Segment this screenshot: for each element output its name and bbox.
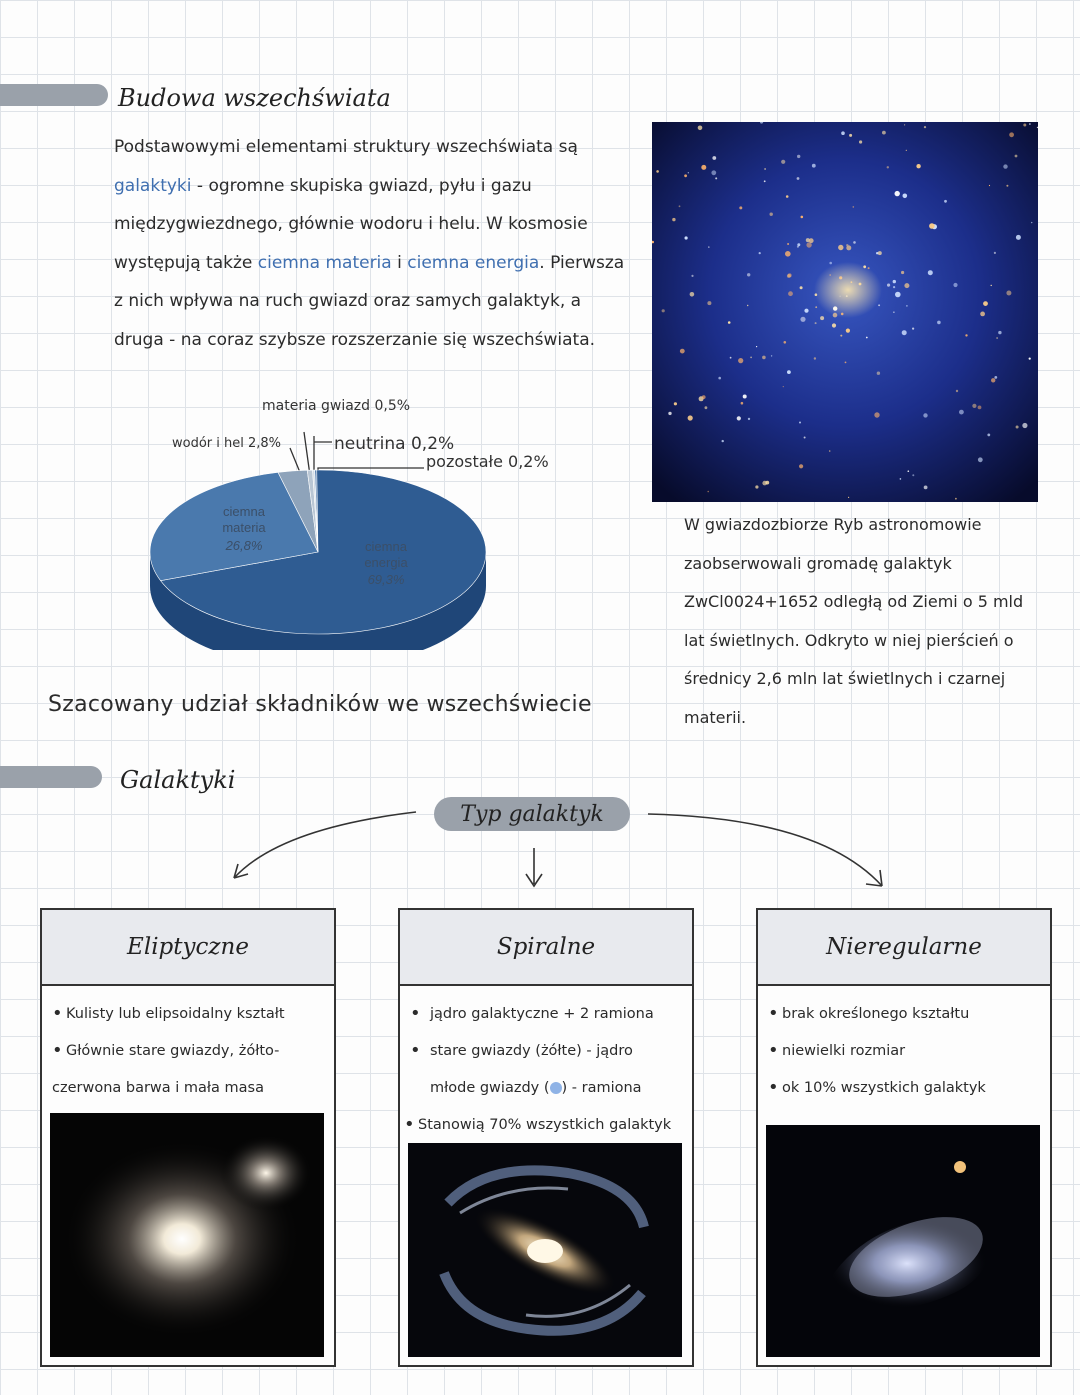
star	[738, 358, 743, 363]
arrow-down	[526, 848, 542, 886]
section-tab	[0, 84, 108, 106]
star	[741, 402, 744, 405]
star	[893, 312, 894, 313]
star	[904, 283, 909, 288]
list-item: • brak określonego kształtu	[768, 1002, 1044, 1039]
star	[781, 160, 785, 164]
star	[912, 474, 914, 476]
star	[1015, 155, 1018, 158]
star	[788, 291, 793, 296]
highlight-dark-energy: ciemna energia	[407, 252, 540, 273]
list-item: • Głównie stare gwiazdy, żółto-	[52, 1039, 328, 1076]
star	[1029, 358, 1031, 360]
star	[702, 395, 706, 399]
star	[707, 491, 709, 493]
pie-value-dark-energy: 69,3%	[367, 572, 405, 587]
star	[924, 126, 926, 128]
star	[1009, 132, 1014, 137]
card-list	[52, 1002, 328, 1113]
card-title: Spiralne	[400, 910, 692, 986]
star	[800, 286, 803, 289]
star	[1006, 291, 1011, 296]
star	[928, 270, 933, 275]
section-title: Galaktyki	[120, 766, 236, 794]
star	[1003, 164, 1007, 168]
pie-label-dark-energy: ciemna	[365, 539, 407, 554]
list-item: • stare gwiazdy (żółte) - jądro	[410, 1039, 686, 1076]
intro-paragraph	[114, 128, 634, 359]
star	[882, 131, 886, 135]
star	[902, 330, 907, 335]
star	[764, 168, 766, 170]
star	[832, 323, 836, 327]
intro-text-part: - ogromne skupiska gwiazd, pyłu i gazu międzygwiezdnego, głównie wodoru i helu. W kosmosie występują także	[114, 175, 588, 273]
star	[887, 284, 890, 287]
star	[956, 390, 958, 392]
star	[853, 206, 855, 208]
star	[996, 337, 998, 339]
label-other: pozostałe 0,2%	[426, 452, 549, 471]
star	[846, 244, 848, 246]
card-title: Nieregularne	[758, 910, 1050, 986]
star	[688, 172, 689, 173]
star	[815, 306, 817, 308]
label-stars: materia gwiazd 0,5%	[262, 398, 411, 414]
star	[797, 246, 799, 248]
pie-slices	[150, 470, 486, 650]
star	[800, 317, 805, 322]
star	[929, 223, 935, 229]
star	[771, 355, 772, 356]
star	[707, 301, 711, 305]
star	[991, 285, 992, 286]
star	[829, 450, 831, 452]
star	[998, 331, 1001, 334]
star	[812, 164, 816, 168]
star	[801, 216, 804, 219]
star	[916, 164, 920, 168]
pie-value-dark-matter: 26,8%	[225, 538, 263, 553]
star	[994, 252, 996, 254]
highlight-galaxies: galaktyki	[114, 175, 192, 196]
star	[859, 140, 862, 143]
arrow-left	[234, 812, 416, 878]
star	[820, 316, 824, 320]
star	[806, 242, 811, 247]
star	[784, 341, 787, 344]
star	[688, 415, 693, 420]
star	[680, 349, 685, 354]
star	[804, 309, 808, 313]
star	[906, 150, 907, 151]
star	[923, 413, 927, 417]
star	[690, 292, 695, 297]
star	[747, 273, 750, 276]
star	[797, 155, 800, 158]
list-item: • Kulisty lub elipsoidalny kształt	[52, 1002, 328, 1039]
star	[853, 241, 856, 244]
star	[991, 378, 995, 382]
star	[783, 386, 784, 387]
list-item: • Stanowią 70% wszystkich galaktyk	[404, 1113, 680, 1150]
card-elliptical	[40, 908, 336, 1367]
star	[1031, 222, 1032, 223]
card-title: Eliptyczne	[42, 910, 334, 986]
blue-star-icon	[550, 1082, 562, 1094]
irregular-galaxy-image	[766, 1125, 1040, 1357]
star	[722, 440, 724, 442]
star	[1006, 185, 1008, 187]
list-item	[410, 1076, 686, 1113]
star	[965, 334, 967, 336]
star	[1029, 123, 1031, 125]
chart-caption: Szacowany udział składników we wszechświecie	[48, 692, 592, 717]
star	[691, 275, 693, 277]
star	[679, 205, 681, 207]
card-list	[410, 1002, 686, 1150]
star	[903, 194, 908, 199]
star	[762, 356, 766, 360]
list-item: • ok 10% wszystkich galaktyk	[768, 1076, 1044, 1113]
card-irregular	[756, 908, 1052, 1367]
star	[674, 402, 677, 405]
star	[748, 418, 750, 420]
star	[904, 124, 905, 125]
star	[797, 177, 800, 180]
intro-text-part: Podstawowymi elementami struktury wszechświata są	[114, 137, 578, 157]
section-title: Budowa wszechświata	[118, 84, 391, 112]
star	[887, 166, 889, 168]
star	[980, 312, 985, 317]
star	[770, 213, 773, 216]
star	[815, 322, 817, 324]
star	[972, 404, 976, 408]
arrows	[220, 800, 900, 900]
card-list	[768, 1002, 1044, 1113]
star	[715, 177, 717, 179]
pie-label-dark-matter: materia	[222, 520, 266, 535]
list-item-text: młode gwiazdy (	[430, 1080, 550, 1096]
highlight-dark-matter: ciemna materia	[257, 252, 392, 273]
label-neutrinos: neutrina 0,2%	[334, 434, 455, 454]
star	[672, 218, 675, 221]
star	[750, 357, 752, 359]
arrow-right	[648, 814, 882, 886]
star	[711, 170, 716, 175]
star	[764, 180, 766, 182]
star	[989, 185, 990, 186]
star	[978, 457, 983, 462]
list-item-text: ) - ramiona	[561, 1080, 642, 1096]
star	[1016, 426, 1019, 429]
star	[900, 478, 902, 480]
star	[846, 329, 850, 333]
star	[944, 200, 947, 203]
star	[901, 271, 904, 274]
star	[1022, 423, 1027, 428]
pie-label-dark-matter: ciemna	[223, 504, 265, 519]
star	[848, 497, 849, 498]
elliptical-galaxy-image	[50, 1113, 324, 1357]
galaxy-cluster-image	[652, 122, 1038, 502]
star	[668, 412, 671, 415]
star	[759, 252, 761, 254]
star	[787, 243, 789, 245]
star	[1023, 124, 1026, 127]
intro-text-part: i	[397, 252, 402, 273]
pie-chart	[140, 380, 500, 650]
star	[656, 170, 659, 173]
star	[701, 165, 706, 170]
star	[878, 304, 880, 306]
star	[799, 464, 803, 468]
star	[685, 236, 688, 239]
star	[912, 328, 914, 330]
star	[893, 280, 896, 283]
star	[730, 357, 732, 359]
star	[728, 321, 731, 324]
star	[953, 283, 957, 287]
star	[895, 191, 900, 196]
star	[874, 412, 879, 417]
label-hydrogen: wodór i hel 2,8%	[172, 436, 282, 451]
star	[959, 410, 964, 415]
star	[684, 174, 687, 177]
star	[845, 362, 847, 364]
star	[799, 422, 801, 424]
star	[978, 406, 982, 410]
star	[849, 134, 852, 137]
star	[804, 437, 806, 439]
star	[829, 262, 832, 265]
galaxy-types-label: Typ galaktyk	[434, 797, 630, 831]
star	[756, 346, 757, 347]
star	[840, 335, 842, 337]
star	[906, 305, 908, 307]
intro-text-part: .	[539, 252, 545, 273]
star	[1016, 235, 1021, 240]
cluster-description: W gwiazdozbiorze Ryb astronomowie zaobserwowali gromadę galaktyk ZwCl0024+1652 odległą od Ziemi o 5 mld lat świetlnych. Odkryto w niej pierścień o średnicy 2,6 mln lat świetlnych i czarnej materii.	[684, 515, 1024, 727]
star	[788, 273, 792, 277]
star	[755, 485, 758, 488]
star	[708, 246, 710, 248]
intro-text-part: Pierwsza z nich wpływa na ruch gwiazd oraz samych galaktyk, a druga - na coraz szybsze rozszerzanie się wszechświata.	[114, 252, 625, 350]
star	[908, 470, 910, 472]
star	[705, 406, 708, 409]
list-item: • jądro galaktyczne + 2 ramiona	[410, 1002, 686, 1039]
star	[814, 357, 816, 359]
star	[841, 131, 845, 135]
list-item: czerwona barwa i mała masa	[52, 1080, 264, 1096]
star	[739, 206, 742, 209]
star	[787, 370, 791, 374]
star	[893, 286, 895, 288]
pie-label-dark-energy: energia	[364, 555, 408, 570]
star	[937, 321, 941, 325]
section-tab	[0, 766, 102, 788]
star	[955, 498, 957, 500]
star	[866, 337, 868, 339]
star	[877, 372, 880, 375]
star	[762, 481, 767, 486]
star	[737, 416, 741, 420]
star	[712, 156, 716, 160]
star	[743, 395, 747, 399]
star	[994, 376, 997, 379]
star	[662, 309, 665, 312]
star	[747, 305, 748, 306]
star	[895, 292, 901, 298]
list-item: • niewielki rozmiar	[768, 1039, 1044, 1076]
star	[983, 301, 988, 306]
star	[809, 238, 814, 243]
star	[698, 126, 703, 131]
star	[924, 486, 928, 490]
spiral-galaxy-image	[408, 1143, 682, 1357]
star	[987, 434, 990, 437]
star	[718, 377, 721, 380]
star	[786, 195, 789, 198]
star	[878, 251, 882, 255]
star	[785, 251, 791, 257]
card-spiral	[398, 908, 694, 1367]
star	[838, 245, 843, 250]
